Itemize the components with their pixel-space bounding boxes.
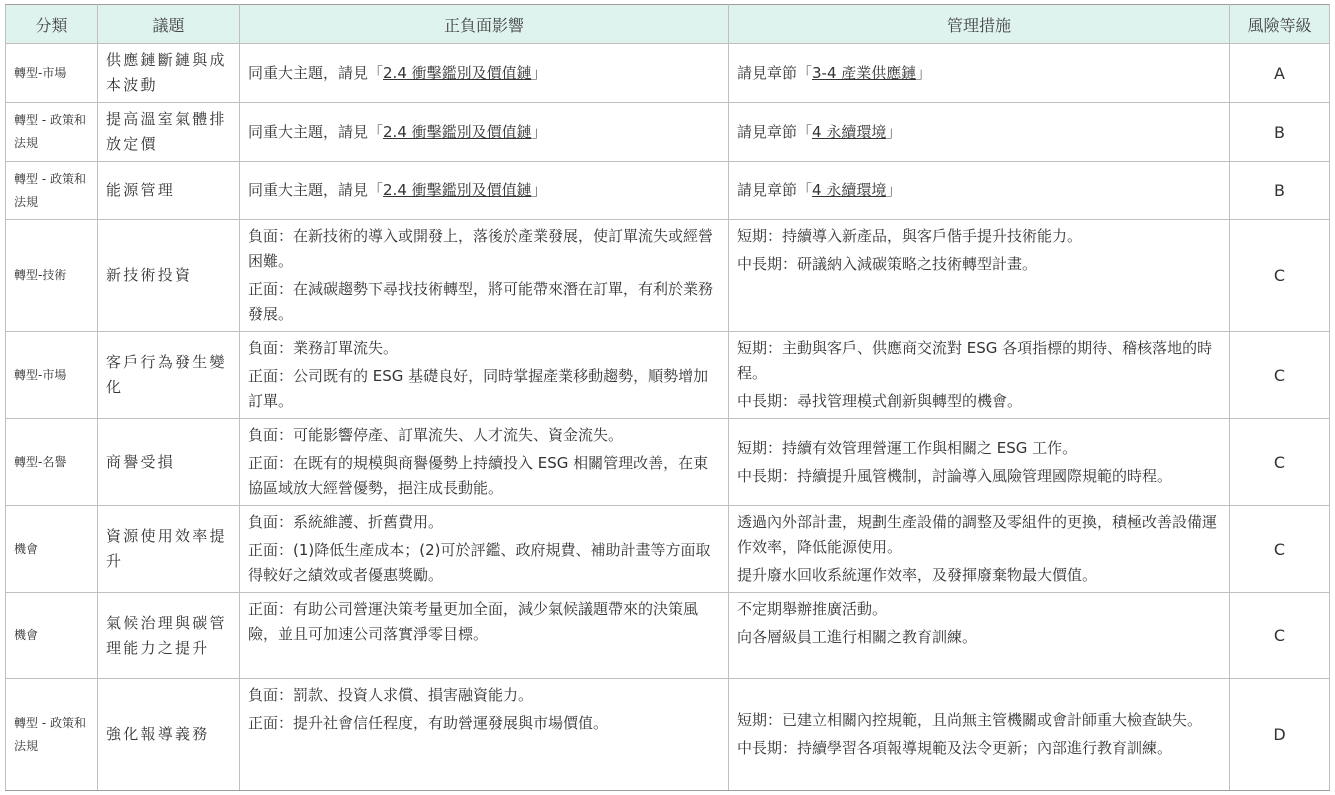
- measure-cell: [729, 506, 1230, 593]
- category-cell: 轉型-市場: [6, 332, 98, 419]
- impact-line-positive: 正面：公司既有的 ESG 基礎良好，同時掌握產業移動趨勢，順勢增加訂單。: [248, 367, 709, 410]
- impact-link[interactable]: 2.4 衝擊鑑別及價值鏈: [383, 63, 532, 82]
- measure-suffix: 」: [886, 181, 902, 199]
- table-row: [6, 220, 1330, 332]
- measure-line: 中長期：持續提升風管機制，討論導入風險管理國際規範的時程。: [737, 466, 1173, 485]
- risk-level-cell: B: [1230, 103, 1330, 162]
- measure-suffix: 」: [886, 122, 902, 141]
- topic-cell: 商譽受損: [98, 419, 240, 506]
- impact-cell: [240, 44, 729, 103]
- measure-link[interactable]: 3-4 產業供應鏈: [812, 63, 917, 82]
- impact-cell: [240, 162, 729, 220]
- risk-table-container: [5, 4, 1329, 791]
- measure-line: 中長期：持續學習各項報導規範及法令更新；內部進行教育訓練。: [737, 739, 1173, 757]
- header-risk-level: 風險等級: [1230, 5, 1330, 44]
- table-row: [6, 679, 1330, 791]
- table-row: [6, 162, 1330, 220]
- category-cell: 機會: [6, 506, 98, 593]
- risk-level-cell: C: [1230, 220, 1330, 332]
- measure-cell: [729, 162, 1230, 220]
- topic-cell: 能源管理: [98, 162, 240, 220]
- impact-line-negative: 負面：罰款、投資人求償、損害融資能力。: [248, 686, 534, 704]
- table-header-row: [6, 5, 1330, 44]
- measure-line: 短期：持續導入新產品，與客戶偕手提升技術能力。: [737, 227, 1083, 245]
- measure-cell: [729, 419, 1230, 506]
- climate-risk-table: [5, 4, 1330, 791]
- impact-cell: [240, 679, 729, 791]
- impact-cell: [240, 220, 729, 332]
- measure-line: 透過內外部計畫，規劃生產設備的調整及零組件的更換，積極改善設備運作效率，降低能源使用。: [737, 513, 1218, 556]
- measure-line: 短期：已建立相關內控規範，且尚無主管機關或會計師重大檢查缺失。: [737, 711, 1203, 729]
- impact-prefix: 同重大主題，請見「: [248, 122, 384, 141]
- measure-prefix: 請見章節「: [737, 63, 813, 82]
- impact-line-positive: 正面：在既有的規模與商譽優勢上持續投入 ESG 相關管理改善，在東協區域放大經營優勢，挹注成長動能。: [248, 454, 709, 497]
- table-row: [6, 103, 1330, 162]
- risk-level-cell: A: [1230, 44, 1330, 103]
- topic-cell: 氣候治理與碳管理能力之提升: [98, 593, 240, 679]
- impact-line-negative: 負面：系統維護、折舊費用。: [248, 513, 444, 531]
- category-cell: 機會: [6, 593, 98, 679]
- impact-line-negative: 負面：業務訂單流失。: [248, 339, 399, 357]
- impact-line-negative: 負面：可能影響停產、訂單流失、人才流失、資金流失。: [248, 426, 624, 444]
- measure-line: 中長期：尋找管理模式創新與轉型的機會。: [737, 392, 1023, 410]
- category-cell: 轉型-名譽: [6, 419, 98, 506]
- measure-cell: [729, 679, 1230, 791]
- header-impact: 正負面影響: [240, 5, 729, 44]
- topic-cell: 提高溫室氣體排放定價: [98, 103, 240, 162]
- impact-link[interactable]: 2.4 衝擊鑑別及價值鏈: [383, 122, 532, 141]
- table-row: [6, 593, 1330, 679]
- measure-suffix: 」: [916, 63, 932, 82]
- impact-suffix: 」: [531, 63, 547, 82]
- measure-link[interactable]: 4 永續環境: [812, 122, 887, 141]
- risk-level-cell: C: [1230, 419, 1330, 506]
- category-cell: 轉型-技術: [6, 220, 98, 332]
- table-row: [6, 332, 1330, 419]
- measure-cell: [729, 332, 1230, 419]
- measure-cell: [729, 220, 1230, 332]
- category-cell: 轉型-市場: [6, 44, 98, 103]
- table-row: [6, 419, 1330, 506]
- measure-line: 不定期舉辦推廣活動。: [737, 600, 888, 618]
- impact-cell: [240, 103, 729, 162]
- category-cell: 轉型 - 政策和法規: [6, 103, 98, 162]
- table-row: [6, 44, 1330, 103]
- risk-level-cell: C: [1230, 332, 1330, 419]
- impact-line-positive: 正面：提升社會信任程度，有助營運發展與市場價值。: [248, 714, 609, 732]
- impact-cell: [240, 593, 729, 679]
- measure-cell: [729, 44, 1230, 103]
- measure-prefix: 請見章節「: [737, 122, 813, 141]
- impact-link[interactable]: 2.4 衝擊鑑別及價值鏈: [383, 181, 532, 199]
- topic-cell: 新技術投資: [98, 220, 240, 332]
- impact-cell: [240, 506, 729, 593]
- measure-link[interactable]: 4 永續環境: [812, 181, 887, 199]
- topic-cell: 資源使用效率提升: [98, 506, 240, 593]
- topic-cell: 供應鏈斷鏈與成本波動: [98, 44, 240, 103]
- header-category: 分類: [6, 5, 98, 44]
- impact-prefix: 同重大主題，請見「: [248, 181, 384, 199]
- table-row: [6, 506, 1330, 593]
- header-measure: 管理措施: [729, 5, 1230, 44]
- category-cell: 轉型 - 政策和法規: [6, 679, 98, 791]
- risk-level-cell: C: [1230, 593, 1330, 679]
- impact-line-positive: 正面：有助公司營運決策考量更加全面，減少氣候議題帶來的決策風險，並且可加速公司落實淨零目標。: [248, 600, 699, 643]
- measure-line: 中長期：研議納入減碳策略之技術轉型計畫。: [737, 255, 1038, 273]
- risk-level-cell: B: [1230, 162, 1330, 220]
- impact-suffix: 」: [531, 122, 547, 141]
- topic-cell: 客戶行為發生變化: [98, 332, 240, 419]
- measure-line: 短期：持續有效管理營運工作與相關之 ESG 工作。: [737, 438, 1078, 457]
- impact-line-positive: 正面：在減碳趨勢下尋找技術轉型，將可能帶來潛在訂單，有利於業務發展。: [248, 280, 714, 323]
- measure-line: 提升廢水回收系統運作效率，及發揮廢棄物最大價值。: [737, 566, 1098, 584]
- topic-cell: 強化報導義務: [98, 679, 240, 791]
- header-topic: 議題: [98, 5, 240, 44]
- impact-prefix: 同重大主題，請見「: [248, 63, 384, 82]
- risk-level-cell: C: [1230, 506, 1330, 593]
- impact-suffix: 」: [531, 181, 547, 199]
- impact-cell: [240, 419, 729, 506]
- impact-line-positive: 正面：(1)降低生產成本；(2)可於評鑑、政府規費、補助計畫等方面取得較好之績效或者優惠獎勵。: [248, 541, 711, 584]
- impact-line-negative: 負面：在新技術的導入或開發上，落後於產業發展，使訂單流失或經營困難。: [248, 227, 714, 270]
- category-cell: 轉型 - 政策和法規: [6, 162, 98, 220]
- impact-cell: [240, 332, 729, 419]
- measure-line: 向各層級員工進行相關之教育訓練。: [737, 628, 978, 646]
- measure-cell: [729, 103, 1230, 162]
- measure-cell: [729, 593, 1230, 679]
- measure-prefix: 請見章節「: [737, 181, 813, 199]
- measure-line: 短期：主動與客戶、供應商交流對 ESG 各項指標的期待、稽核落地的時程。: [737, 339, 1213, 382]
- risk-level-cell: D: [1230, 679, 1330, 791]
